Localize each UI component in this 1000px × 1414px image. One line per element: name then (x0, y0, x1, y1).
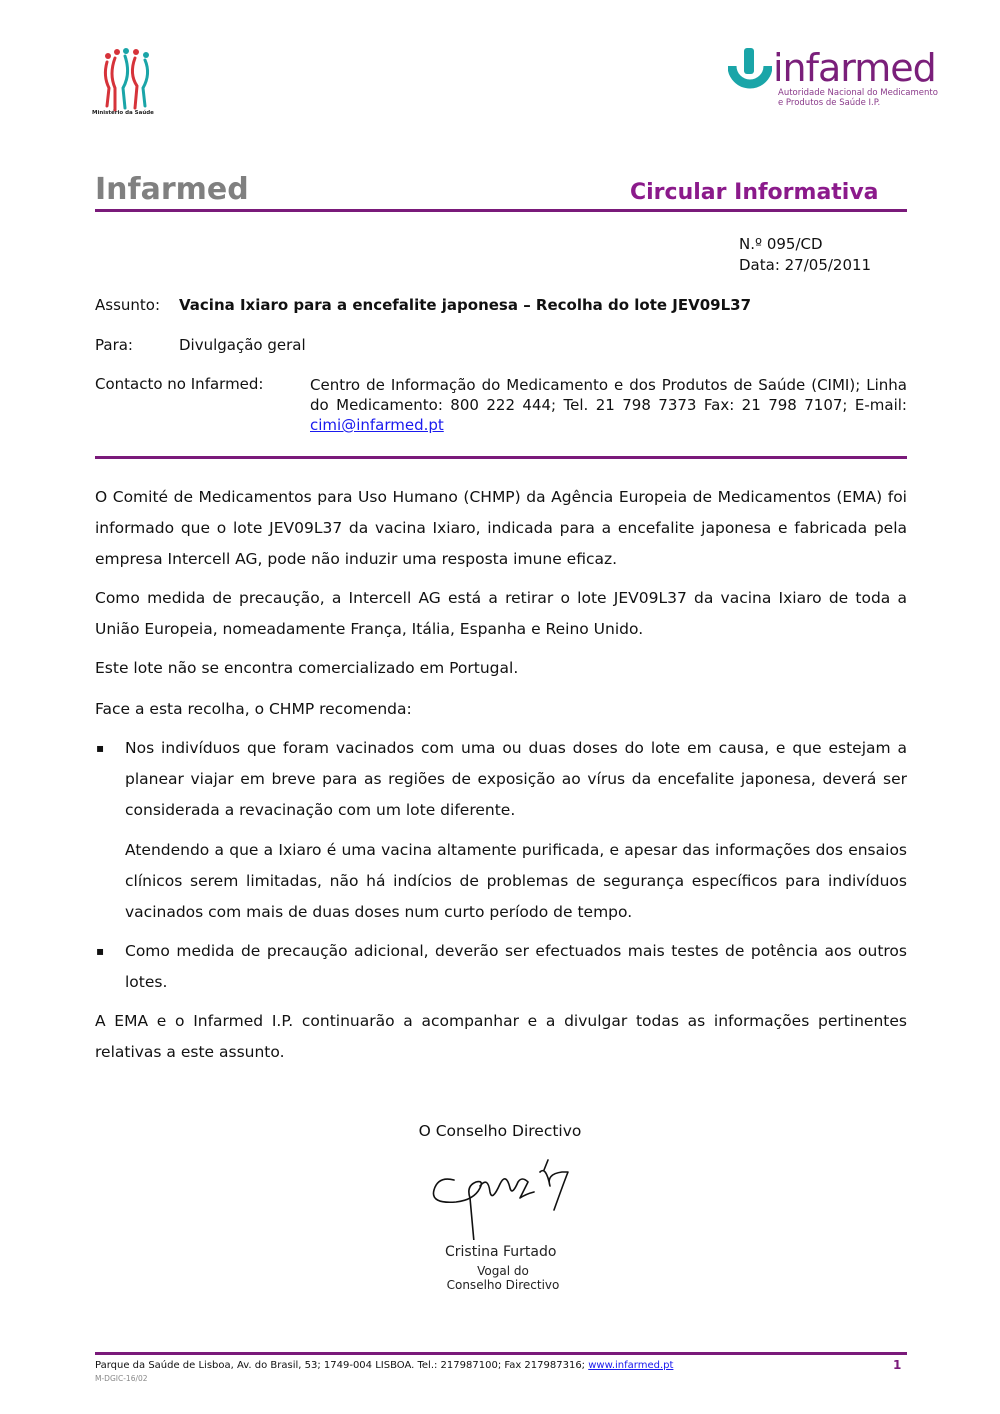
section-rule (95, 456, 907, 459)
page-title: Infarmed (95, 172, 249, 207)
signatory-name: Cristina Furtado (445, 1244, 557, 1260)
paragraph-2: Como medida de precaução, a Intercell AG está a retirar o lote JEV09L37 da vacina Ixiaro de toda a União Europeia, nomeadamente França, Itália, Espanha e Reino Unido. (95, 589, 907, 638)
bullet-marker: ▪ (96, 944, 105, 958)
brand-subtitle: Autoridade Nacional do Medicamento e Produtos de Saúde I.P. (778, 88, 938, 108)
paragraph-4: Face a esta recolha, o CHMP recomenda: (95, 700, 412, 718)
circular-number: N.º 095/CD (739, 235, 823, 253)
assunto-label: Assunto: (95, 296, 161, 314)
footer-rule (95, 1352, 907, 1355)
handwritten-signature (420, 1150, 590, 1240)
document-type: Circular Informativa (630, 180, 879, 205)
form-code: M-DGIC-16/02 (95, 1374, 148, 1383)
page-number: 1 (893, 1358, 902, 1372)
paragraph-5: A EMA e o Infarmed I.P. continuarão a acompanhar e a divulgar todas as informações pertinentes relativas a este assunto. (95, 1012, 907, 1061)
signatory-role-line-2: Conselho Directivo (446, 1278, 560, 1292)
signatory-role-line-1: Vogal do (477, 1264, 529, 1278)
footer-address-text: Parque da Saúde de Lisboa, Av. do Brasil, 53; 1749-004 LISBOA. Tel.: 217987100; Fax 217987316; (95, 1360, 589, 1371)
contacto-text: Centro de Informação do Medicamento e dos Produtos de Saúde (CIMI); Linha do Medicamento: 800 222 444; Tel. 21 798 7373 Fax: 21 798 7107; E-mail: (310, 376, 907, 414)
signature-label: O Conselho Directivo (418, 1122, 582, 1140)
contact-email-link[interactable]: cimi@infarmed.pt (310, 416, 444, 434)
ministry-caption: Ministério da Saúde (92, 110, 154, 116)
footer-website-link[interactable]: www.infarmed.pt (588, 1360, 674, 1371)
assunto-value: Vacina Ixiaro para a encefalite japonesa – Recolha do lote JEV09L37 (179, 296, 752, 314)
para-value: Divulgação geral (179, 336, 306, 354)
circular-date: Data: 27/05/2011 (739, 256, 872, 274)
brand-name: infarmed (773, 46, 936, 90)
header-rule (95, 209, 907, 212)
bullet-item-2: Como medida de precaução adicional, deverão ser efectuados mais testes de potência aos outros lotes. (125, 942, 907, 991)
contacto-label: Contacto no Infarmed: (95, 375, 264, 393)
bullet-marker: ▪ (96, 741, 105, 755)
bullet-item-1: Nos indivíduos que foram vacinados com uma ou duas doses do lote em causa, e que estejam a planear viajar em breve para as regiões de exposição ao vírus da encefalite japonesa, deverá ser considerada a revacinação com um lote diferente. (125, 739, 907, 819)
footer-address (95, 1360, 673, 1371)
paragraph-1: O Comité de Medicamentos para Uso Humano (CHMP) da Agência Europeia de Medicamentos (EMA) foi informado que o lote JEV09L37 da vacina Ixiaro, indicada para a encefalite japonesa e fabricada pela empresa Intercell AG, pode não induzir uma resposta imune eficaz. (95, 488, 907, 568)
contacto-value (310, 375, 907, 435)
infarmed-logo-icon (728, 48, 772, 94)
bullet-item-1-continuation: Atendendo a que a Ixiaro é uma vacina altamente purificada, e apesar das informações dos ensaios clínicos serem limitadas, não há indícios de problemas de segurança específicos para indivíduos vacinados com mais de duas doses num curto período de tempo. (125, 841, 907, 921)
paragraph-3: Este lote não se encontra comercializado em Portugal. (95, 659, 519, 677)
para-label: Para: (95, 336, 133, 354)
